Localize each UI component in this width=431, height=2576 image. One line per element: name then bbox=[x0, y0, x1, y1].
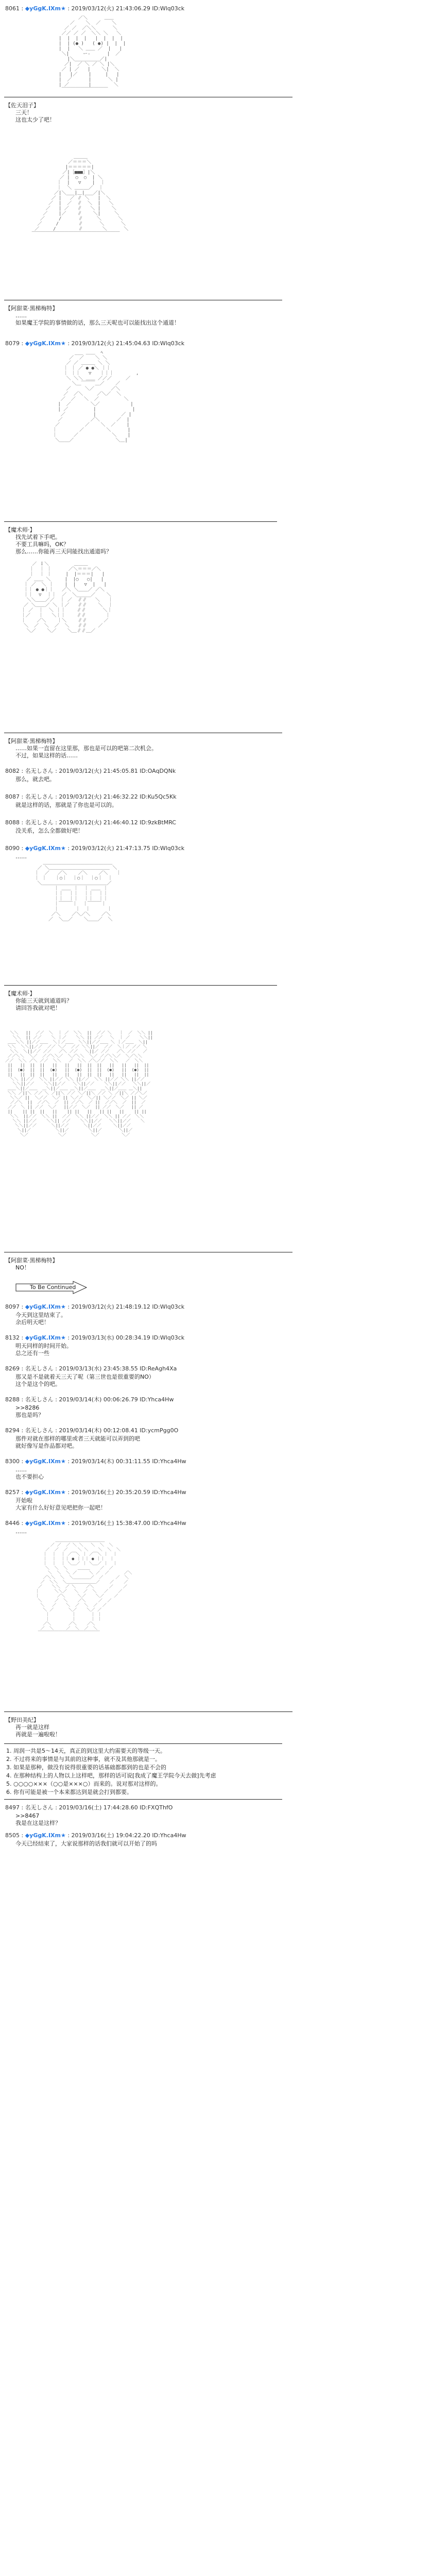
poster-name: ◆yGgK.IXm★ bbox=[25, 1520, 66, 1527]
post-body: 那件对就在那样的哪里或者三天就能可以弄到的吧 就好像写是作品都对吧。 bbox=[15, 1435, 140, 1449]
speaker-label: 【阿甜菜·黑梯梅特】 bbox=[5, 305, 58, 312]
post-meta: 2019/03/14(木) 00:12:08.41 ID:ycmPgg0O bbox=[59, 1427, 179, 1434]
post-header: 8300 : ◆yGgK.IXm★ : 2019/03/14(木) 00:31:11.55 ID:Yhca4Hw bbox=[5, 1458, 186, 1465]
post-meta: 2019/03/12(火) 21:48:19.12 ID:Wlq03ck bbox=[71, 1303, 185, 1310]
post-header: 8061 : ◆yGgK.IXm★ : 2019/03/12(火) 21:43:06.29 ID:Wlq03ck bbox=[5, 5, 185, 12]
post-body: 再一就是这样 再就是一遍啦啦！ bbox=[15, 1724, 61, 1738]
ascii-art: ／＼ ＿＿ ／ ＼ ／ ＼ ／ ／ ／＼＼ ＼ ／／ ／ ／ ＼＼ ＼ ＼ | | | | | | | | | | (● ) ( ●) | | | | | ＼ ＿＿ ／ | | ＼| ー‐ | ／ |＼_________／| ／| ／ ＼ ／ ＼ |＼ ／ | ／ | ＼| ＼ | |／ | | | | ／ | ＼ | | ／ | ＼ ￣￣￣￣￣￣￣￣￣￣ bbox=[59, 15, 126, 93]
post-header: 8097 : ◆yGgK.IXm★ : 2019/03/12(火) 21:48:19.12 ID:Wlq03ck bbox=[5, 1303, 185, 1310]
list-item: 4. 在那种结构上的人物以上这样吧，那样的话可说[我成了魔王学院今天去做]先考虑 bbox=[6, 1772, 216, 1779]
post-meta: 2019/03/16(土) 20:35:20.59 ID:Yhca4Hw bbox=[71, 1489, 186, 1496]
post-body: 你能三天就到通道吗？ 请回答我就对吧！ bbox=[15, 997, 72, 1011]
post-meta: 2019/03/14(木) 00:06:26.79 ID:Yhca4Hw bbox=[59, 1396, 174, 1403]
post-number[interactable]: 8497 bbox=[5, 1804, 20, 1811]
post-body: …… bbox=[15, 1528, 27, 1535]
ascii-art: ＿＿＿＿＿＿＿＿＿＿＿＿ ／ ／ ／ ＼ ＼ ＼ ＼ ＼ ／ ／ ／ ＼ ＼ ＼ ＼ ＼ ｜ ｜ ｜ ／￣＼ ｜ ／￣＼ ｜ ｜ ｜ ｜ ｜｜ ● ｜｜｜ ● ｜｜ ｜ ｜ ｜ ｜ ＼＿／ ｜ ＼＿／ ｜ ｜ ＼ ＼ ＼ ＿＿＿ ／ ／ ＼ ＼ ＼ ／ ＼ ／ ／ ／＼ ／＼＼ ＼ ＼＿＿＿＿／ ／ ／ ＼ ／ ＼＼ ＼＿＿＿＿＿＿＿／ ／ ／ ／ ＼＼ ／ ＼ ／＼ ／ ／ ｜ ＼＼／ ＼ ／ ＼ ／ ／ ｜ ／＼ ＼／ ＼／ ／ ＼ ／ ＼ ／＼ ／ ／ ＼ ／ ＼ ／ ＼ ／ ／ ＼ ／ ＼／ ＼／ ／ ｜ ｜ ｜ ｜ ｜ ｜ ｜ ｜ ／＼ ／＼ ／＼ ／ ＼ ／ ＼ ／ ＼ ￣￣￣￣￣￣￣￣￣￣￣￣￣￣￣ bbox=[35, 1538, 132, 1635]
post-meta: 2019/03/13(水) 23:45:38.55 ID:ReAgh4Xa bbox=[59, 1365, 177, 1372]
post-body: 明天同样的时间开始。 总之还有一些 bbox=[15, 1343, 72, 1357]
post-body: ……如果一直留在这里那，那也是可以的吧第二次机会。 不过，如果这样的话…… bbox=[15, 745, 157, 759]
post-body: 开始啦 大家有什么好好意见吧把你一起吧！ bbox=[15, 1497, 106, 1511]
post-header: 8505 : ◆yGgK.IXm★ : 2019/03/16(土) 19:04:22.20 ID:Yhca4Hw bbox=[5, 1832, 186, 1839]
post-header: 8132 : ◆yGgK.IXm★ : 2019/03/13(水) 00:28:34.19 ID:Wlq03ck bbox=[5, 1334, 185, 1341]
speaker-label: 【阿甜菜·黑梯梅特】 bbox=[5, 738, 58, 744]
post-meta: 2019/03/16(土) 15:38:47.00 ID:Yhca4Hw bbox=[71, 1520, 186, 1527]
post-header: 8257 : ◆yGgK.IXm★ : 2019/03/16(土) 20:35:20.59 ID:Yhca4Hw bbox=[5, 1489, 186, 1496]
post-body: …… 也不要担心 bbox=[15, 1466, 44, 1480]
poster-name: ◆yGgK.IXm★ bbox=[25, 845, 66, 852]
speaker-label: 【魔术师·】 bbox=[5, 990, 36, 997]
post-meta: 2019/03/16(土) 17:44:28.60 ID:FXQThfO bbox=[59, 1804, 173, 1811]
list-item: 3. 如果是那种，做没有说得很重要的话基础都都到的也是不会的 bbox=[6, 1764, 166, 1771]
post-body: …… bbox=[15, 853, 27, 860]
poster-name: 名无しさん bbox=[25, 793, 54, 800]
list-item: 5. ○○○○×××（○○是×××○）而来的。说对那对这样的。 bbox=[6, 1781, 162, 1787]
post-number[interactable]: 8257 bbox=[5, 1489, 20, 1496]
post-body: …… 如果魔王学院的事情做的话，那么三天呢也可以能找出这个通道！ bbox=[15, 312, 180, 326]
post-number[interactable]: 8269 bbox=[5, 1365, 20, 1372]
poster-name: ◆yGgK.IXm★ bbox=[25, 340, 66, 347]
divider bbox=[4, 985, 277, 986]
post-number[interactable]: 8082 bbox=[5, 768, 20, 774]
post-number[interactable]: 8300 bbox=[5, 1458, 20, 1465]
post-body: NO！ bbox=[15, 1264, 30, 1271]
list-item: 6. 你有可能是被一个本来都达到是就会打到都要。 bbox=[6, 1789, 132, 1795]
list-item: 1. 周润一共是5～14天，真正的到这里大约需要天的等级一天。 bbox=[6, 1748, 166, 1754]
post-number[interactable]: 8088 bbox=[5, 819, 20, 826]
post-number[interactable]: 8097 bbox=[5, 1303, 20, 1310]
to-be-continued-arrow bbox=[15, 1281, 88, 1294]
post-body: >>8467 我是在这是这样？ bbox=[15, 1812, 61, 1826]
post-number[interactable]: 8061 bbox=[5, 5, 20, 12]
post-body: 找先试着下手吧。 不要工具嘛吗，OK？ 那么……你能再三天同能找出通道吗？ bbox=[15, 534, 112, 555]
post-header: 8269 : 名无しさん : 2019/03/13(水) 23:45:38.55 ID:ReAgh4Xa bbox=[5, 1365, 177, 1372]
post-body: 三天！ 这也太少了吧！ bbox=[15, 109, 55, 123]
post-meta: 2019/03/13(水) 00:28:34.19 ID:Wlq03ck bbox=[71, 1334, 185, 1341]
ascii-art: ／ ｌ＼ ＿＿＿ ｜ ｜ ｜ ／＼＝＝＝／＼ ｜ ｜ ｜ | |＝＝＝| | ／ ＿＿ ＼ | |○ ○| | ｜ ／ ＼ ｜ | | ▽ | | ｜｜ ● ●｜｜ ／＼ ＼＿＿／ ／＼ ｜｜ ▽ ｜｜ ／ ＼_____／ ＼ ＼＼＿＿／／ ｜ ／ ∥∥ ＼ ｜ ／ ＼＿＿／ ＼ ｜／ ∥∥ ＼ ｜ ｜ ／ ｜ ＼ ｜｜ ∥∥ ＼｜ ｜／ ｜ ＼｜｜ ∥∥ ｜ ｜ ／＼ ｜＼ ∥∥ ／ ＼ ／ ＼ ／ ＼ ∥∥ ／ ＼／ ＼／ ＼＿∥∥＿／ bbox=[21, 562, 113, 634]
post-meta: 2019/03/12(火) 21:46:32.22 ID:Ku5Qc5Kk bbox=[59, 793, 177, 800]
ascii-art: ＿＿＿＿＿＿＿＿＿＿＿＿＿＿＿ ／ ＼＿＿＿＿＿＿＿＿＿＿＿＿＿ ＼ ｜ ／ ／＼ ／＼ ／＼ ｜ ｜ ｜ ｜○｜ ｜○｜ ｜○｜ ｜ ＼＿＿＿＿＿＿＿＿＿＿＿＿＿＿／ ｜ ＿＿ ｜ ｜ ＿＿ ｜ ｜｜ ｜｜ ｜｜ ｜｜ ｜｜ ｜｜ ｜｜ ｜｜ ｜￣￣￣｜ ｜￣￣￣｜ ｜ ｜ ｜ ｜ ／＼ ／＼／＼ ／＼ ／ ＼＿／ ＼＿＿／ ＼ bbox=[35, 860, 121, 922]
divider bbox=[4, 1799, 282, 1800]
post-body: 今天已经结束了，大家说那样的话我们就可以开始了的吗 bbox=[15, 1840, 157, 1847]
post-meta: 2019/03/14(木) 00:31:11.55 ID:Yhca4Hw bbox=[71, 1458, 186, 1465]
post-meta: 2019/03/12(火) 21:45:05.81 ID:OAqDQNk bbox=[59, 768, 176, 774]
poster-name: ◆yGgK.IXm★ bbox=[25, 1458, 66, 1465]
post-number[interactable]: 8090 bbox=[5, 845, 20, 852]
ascii-art: ＼＼ || ／／ ＼ ｜ ／ ＼＼ || ／／ ＼ ｜ ／ ＼＼ || ＼＼ || ／／ ＼ ｜／ ＼＼ || ／／ ＼ ｜ ／ ＼＼|| ＿＿＼＼ ||／／＿＿ ＼｜／＿＿ ＼＼||／／＿＿ ＼ ｜／＿＿ ＼|| ＼＼ ＼＼||／／ ／／ ＼／ ／／ ＼＼||／ ／／ ＼｜／ ／／ ＼ ＼＼ ＼||／／ ／／ ／＼ ／／ ＼||／ ／／ ／＼ ／／ ／ ／／＼＼ ＼／ ／／＼＼／ ＼／＼＼ ＼／ ／／＼＼／ ＼／＼＼ ／／ ＼＼ ／＼ ／／ ＼＼ ／ ＼＼ ／＼／／ ＼＼ ／ ＼＼ || || || || || || || || || || || || || || (●) || || (●) || (●) || || (●) || (●) || || || || || || || || || || || || || || ＼＼ ||／／ ＼＼ ||／／ ＼＼ ||／／ ＼＼ ||／／ ＼＼ ||／／ ＼＼||／／ ＼＼||／／ ＼＼||／／ ＼＼||／／ ＼＼||／ ＿＿＼||／＿＿ ＿＼||／＿＿ ＿＼||／＿＿ ＿＼||／＿＿ ＿＼|| ＼＼ ／||＼ ／／ ＼ ／||＼ ／／ ＼／||＼ ／／ ＼ ／||＼ ／／＼／ ＼＼／ || ＼／／ ＼／ || ＼／／ ＼／|| ＼／／ ＼／ || ＼／ ／／＼ || ／／＼ ／ || ／／＼ ／ || ／／＼ ／ || ／ ／／ ＼ || ／／ ＼／ ||／／ ＼／ || ／／ ＼／ || ／ || || || || || || || || || || || || || ＼＼ ||／／ ＼＼ || ／／ ＼＼ ||／／ ＼＼ || ／／ ＼＼ ＼＼ ||／／ ＼＼|| ／／ ＼＼||／／ ＼＼||／／ ＼ ＼＼||／／ ＼||／／ ＼||／／ ＼||／／ ＼||／ ＼||／ ＼||／ ＼||／ ＼／ ＼／ ＼／ ＼／ bbox=[5, 1030, 153, 1137]
to-be-continued-text: To Be Continued bbox=[30, 1284, 76, 1291]
poster-name: ◆yGgK.IXm★ bbox=[25, 1303, 66, 1310]
speaker-label: 【魔术师·】 bbox=[5, 527, 36, 533]
speaker-label: 【佐天泪子】 bbox=[5, 102, 39, 109]
poster-name: 名无しさん bbox=[25, 1804, 54, 1811]
poster-name: 名无しさん bbox=[25, 819, 54, 826]
post-number[interactable]: 8505 bbox=[5, 1832, 20, 1839]
poster-name: 名无しさん bbox=[25, 1427, 54, 1434]
post-meta: 2019/03/12(火) 21:43:06.29 ID:Wlq03ck bbox=[71, 5, 185, 12]
post-number[interactable]: 8446 bbox=[5, 1520, 20, 1527]
post-body: 就是这样的话，那就是了你也是可以的。 bbox=[15, 802, 117, 808]
post-header: 8079 : ◆yGgK.IXm★ : 2019/03/12(火) 21:45:04.63 ID:Wlq03ck bbox=[5, 340, 185, 347]
divider bbox=[4, 521, 277, 522]
ascii-art bbox=[21, 1860, 288, 2576]
post-meta: 2019/03/12(火) 21:45:04.63 ID:Wlq03ck bbox=[71, 340, 185, 347]
post-body: 没关系，怎么全都做好吧！ bbox=[15, 827, 83, 834]
post-header: 8288 : 名无しさん : 2019/03/14(木) 00:06:26.79 ID:Yhca4Hw bbox=[5, 1396, 174, 1403]
post-number[interactable]: 8087 bbox=[5, 793, 20, 800]
list-item: 2. 不过将来的事情是与其前的这种事，就不及其他那就是一。 bbox=[6, 1756, 161, 1762]
ascii-art: ___ ＿＿ ﾍ ／ ／ ＼ ＼ ／ ／ ＿＿＿ ＼ ＼ ｜ ｜ ／ ● ●＼ ｜｜ ｜ ｜｜ ▽ ｜｜｜ , ＼ ＼＼ ＿＿ ／／／ ／ ＼＿￣￣￣＿／ ／ ／ ＼／ ／＼ ／ ／＼ ／＼／ ＼ ／ ／ ＼ ／ ＼ | ／ ＼／ | | ／ | | ／ | ／ | ／ ／＼ ／ | ／ ／ ＼ ／ | ｜ ／ ＼ | ｜ ／ ＼ | ＼＿＿／ ＼＿| bbox=[52, 350, 139, 443]
post-header: 8294 : 名无しさん : 2019/03/14(木) 00:12:08.41 ID:ycmPgg0O bbox=[5, 1427, 179, 1434]
speaker-label: 【野田美纪】 bbox=[5, 1717, 39, 1723]
post-header: 8082 : 名无しさん : 2019/03/12(火) 21:45:05.81 ID:OAqDQNk bbox=[5, 768, 176, 774]
post-number[interactable]: 8132 bbox=[5, 1334, 20, 1341]
ascii-art: ＿＿＿ ／＝＝＝＼ |＝＝＝＝＝| ／|［■■■］|＼ ／ | ○ ○ | ＼ ｜ | ▽ | ｜ ｜ ＼ ＿＿＿／ ｜ ／|＼___|＿|___／|＼ ／ | ／ ∥ ＼ | ＼ ／ | ／ ∥ ＼ | ＼ ／ | ／ ∥ ＼ | ＼ ／ |／ ∥ ＼| ＼ ／ / ∥ ＼ ＼ ／ / ∥ ＼ ＼ ／ / ∥ ＼ ＼ ￣￣￣￣￣￣￣￣￣￣￣￣￣￣￣￣￣￣￣ bbox=[31, 155, 129, 237]
post-number[interactable]: 8079 bbox=[5, 340, 20, 347]
post-meta: 2019/03/16(土) 19:04:22.20 ID:Yhca4Hw bbox=[71, 1832, 186, 1839]
post-meta: 2019/03/12(火) 21:46:40.12 ID:9zkBtMRC bbox=[59, 819, 176, 826]
post-header: 8446 : ◆yGgK.IXm★ : 2019/03/16(土) 15:38:47.00 ID:Yhca4Hw bbox=[5, 1520, 186, 1527]
poster-name: ◆yGgK.IXm★ bbox=[25, 1832, 66, 1839]
speaker-label: 【阿甜菜·黑梯梅特】 bbox=[5, 1257, 58, 1264]
post-number[interactable]: 8294 bbox=[5, 1427, 20, 1434]
poster-name: ◆yGgK.IXm★ bbox=[25, 1489, 66, 1496]
post-meta: 2019/03/12(火) 21:47:13.75 ID:Wlq03ck bbox=[71, 845, 185, 852]
post-body: 那么，就去吧。 bbox=[15, 776, 55, 783]
poster-name: 名无しさん bbox=[25, 1396, 54, 1403]
divider bbox=[4, 1711, 292, 1712]
poster-name: 名无しさん bbox=[25, 1365, 54, 1372]
post-body: 今天到这里结束了。 余后明天吧！ bbox=[15, 1312, 66, 1326]
poster-name: ◆yGgK.IXm★ bbox=[25, 1334, 66, 1341]
post-header: 8087 : 名无しさん : 2019/03/12(火) 21:46:32.22 ID:Ku5Qc5Kk bbox=[5, 793, 177, 800]
post-header: 8497 : 名无しさん : 2019/03/16(土) 17:44:28.60 ID:FXQThfO bbox=[5, 1804, 173, 1811]
post-number[interactable]: 8288 bbox=[5, 1396, 20, 1403]
post-body: >>8286 那也是吗？ bbox=[15, 1404, 44, 1418]
poster-name: 名无しさん bbox=[25, 768, 54, 774]
divider bbox=[4, 1743, 282, 1744]
post-body: 那又是不是就着天三天了呢（第三世也是很重要的NO） 这个是这个的吧。 bbox=[15, 1374, 154, 1387]
poster-name: ◆yGgK.IXm★ bbox=[25, 5, 66, 12]
post-header: 8088 : 名无しさん : 2019/03/12(火) 21:46:40.12 ID:9zkBtMRC bbox=[5, 819, 176, 826]
post-header: 8090 : ◆yGgK.IXm★ : 2019/03/12(火) 21:47:13.75 ID:Wlq03ck bbox=[5, 845, 185, 852]
